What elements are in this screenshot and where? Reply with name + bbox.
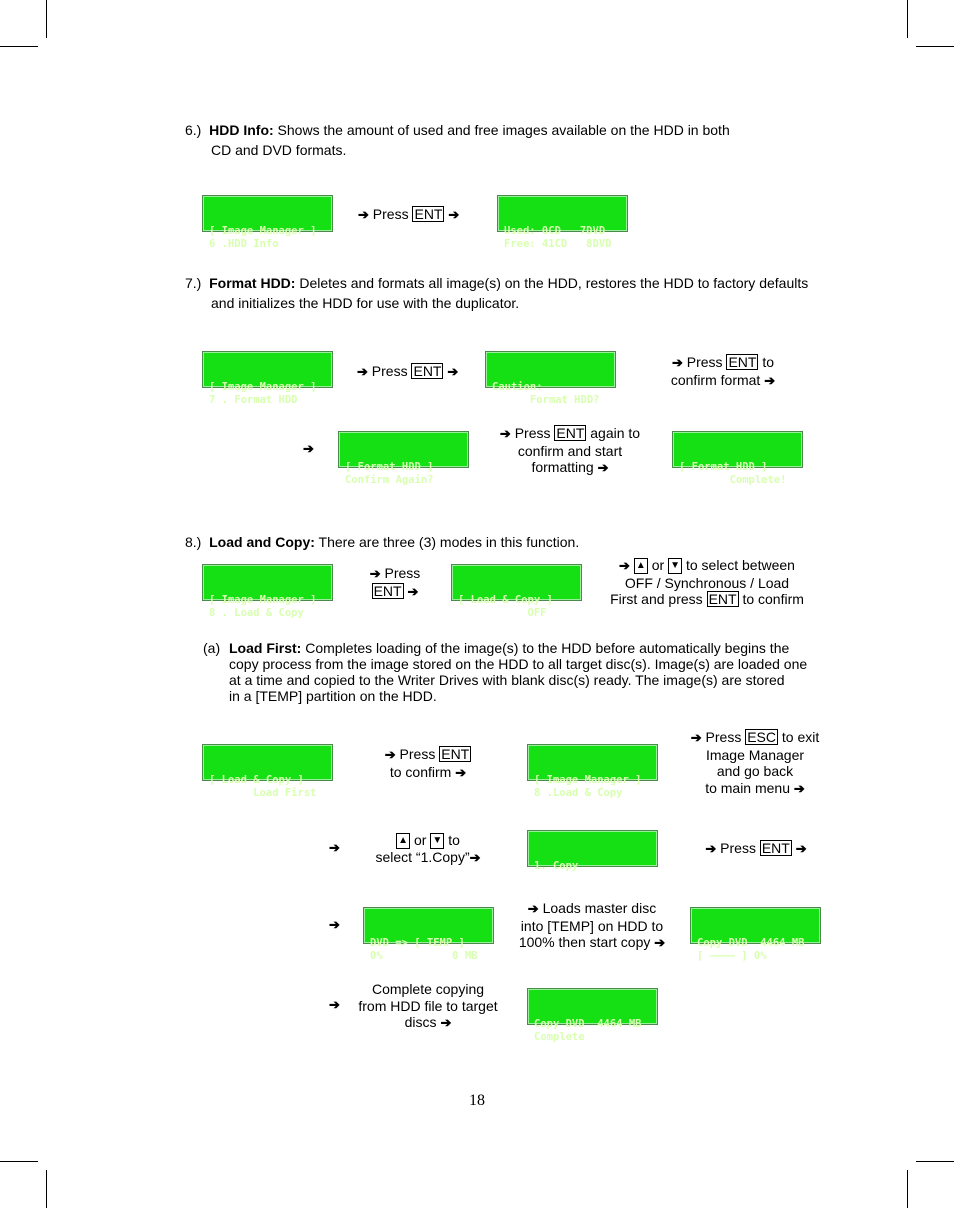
lcd-line: 7 . Format HDD <box>209 394 298 406</box>
instruction-step <box>652 354 794 389</box>
right-arrow-icon: ➔ <box>793 780 805 796</box>
lcd-screen <box>527 830 658 872</box>
instruction-step <box>492 425 648 477</box>
step-text: to confirm <box>742 591 804 607</box>
lcd-line: [ Format HDD ] <box>345 461 434 473</box>
right-arrow-icon: ➔ <box>455 764 467 780</box>
lcd-line: Load First <box>209 787 317 799</box>
instruction-step <box>362 832 494 867</box>
step-text: from HDD file to target <box>358 997 498 1014</box>
lcd-screen <box>485 351 616 406</box>
instruction-step <box>358 206 459 224</box>
crop-mark <box>0 46 38 47</box>
press-label: Press <box>384 565 421 581</box>
step-text: confirm format <box>670 371 761 388</box>
right-arrow-icon: ➔ <box>357 364 368 379</box>
lcd-line: 8 .Load & Copy <box>534 787 623 799</box>
lcd-line: Used: 0CD 7DVD <box>504 225 606 237</box>
lcd-screen <box>497 195 628 250</box>
load-first-text-line2: copy process from the image stored on the HDD to all target disc(s). Image(s) are loaded one <box>229 656 808 672</box>
instruction-step <box>372 746 484 781</box>
step-text: confirm and start <box>517 442 623 459</box>
lcd-screen <box>202 564 333 619</box>
ent-key: ENT <box>413 363 442 379</box>
right-arrow-icon: ➔ <box>654 935 666 950</box>
lcd-line: Free: 41CD 8DVD <box>504 238 612 250</box>
section-title: Load and Copy: <box>209 534 315 550</box>
up-arrow-key-icon: ▲ <box>634 558 648 574</box>
lcd-screen <box>363 907 494 962</box>
right-arrow-icon: ➔ <box>303 441 314 456</box>
section-7-text-line2: and initializes the HDD for use with the duplicator. <box>211 295 520 311</box>
esc-key: ESC <box>747 729 777 745</box>
lcd-line: Caution: <box>492 381 543 393</box>
lcd-line: [ Image Manager ] <box>209 225 317 237</box>
section-title: HDD Info: <box>209 122 274 138</box>
section-6-text <box>185 120 730 140</box>
lcd-screen <box>672 431 803 486</box>
right-arrow-icon: ➔ <box>329 840 340 855</box>
right-arrow-icon: ➔ <box>764 372 776 388</box>
load-first-text-line4: in a [TEMP] partition on the HDD. <box>229 688 437 704</box>
down-arrow-key-icon: ▼ <box>430 833 444 849</box>
press-label: Press <box>686 354 723 370</box>
right-arrow-icon: ➔ <box>795 841 807 856</box>
section-number: 6.) <box>185 122 202 138</box>
instruction-step <box>357 363 458 381</box>
press-label: Press <box>720 840 756 856</box>
lcd-line: OFF <box>458 607 547 619</box>
crop-mark <box>46 1170 47 1208</box>
lcd-line: Format HDD? <box>492 394 600 406</box>
section-title: Load First: <box>229 640 302 656</box>
right-arrow-icon: ➔ <box>619 558 630 573</box>
step-text: OFF / Synchronous / Load <box>624 574 790 591</box>
step-text: Image Manager <box>705 746 805 763</box>
section-7-text <box>185 273 808 293</box>
lcd-line: [ ———— ] 0% <box>697 950 767 962</box>
section-description: Shows the amount of used and free images available on the HDD in both <box>273 122 730 138</box>
crop-mark <box>0 1161 38 1162</box>
lcd-line: DVD => [ TEMP ] <box>370 937 465 949</box>
press-label: Press <box>371 363 408 379</box>
lcd-screen <box>527 744 658 799</box>
lcd-line: 8 . Load & Copy <box>209 607 304 619</box>
lcd-line: Confirm Again? <box>345 474 434 486</box>
load-first-text <box>229 640 789 656</box>
instruction-step <box>510 900 674 952</box>
right-arrow-icon: ➔ <box>690 730 702 745</box>
step-text: discs <box>404 1014 437 1030</box>
lcd-line: 0% 0 MB <box>370 950 478 962</box>
instruction-step <box>364 565 426 600</box>
press-label: Press <box>705 729 742 745</box>
step-text: to <box>448 832 460 848</box>
right-arrow-icon: ➔ <box>705 841 717 856</box>
press-label: Press <box>372 206 409 222</box>
lcd-line: [ Image Manager ] <box>209 381 317 393</box>
step-text: again to <box>590 425 641 441</box>
lcd-screen <box>202 351 333 406</box>
ent-key: ENT <box>414 206 443 222</box>
lcd-line: [ Load & Copy ] <box>458 594 553 606</box>
page-number: 18 <box>469 1092 485 1109</box>
lcd-line: 1. Copy <box>534 860 579 872</box>
ent-key: ENT <box>761 840 790 856</box>
instruction-step <box>600 557 814 608</box>
lcd-screen <box>690 907 821 962</box>
press-label: Press <box>399 746 436 762</box>
lcd-screen <box>451 564 582 619</box>
right-arrow-icon: ➔ <box>597 460 609 475</box>
instruction-step <box>696 840 816 858</box>
step-text: 100% then start copy <box>518 934 651 950</box>
instruction-step <box>352 981 504 1032</box>
lcd-line: [ Image Manager ] <box>534 774 642 786</box>
crop-mark <box>916 46 954 47</box>
instruction-step <box>680 729 830 797</box>
lcd-line: Complete <box>534 1031 585 1043</box>
right-arrow-icon: ➔ <box>671 355 683 370</box>
ent-key: ENT <box>708 591 737 607</box>
section-8-text <box>185 532 579 552</box>
ent-key: ENT <box>373 582 402 599</box>
step-text: to confirm <box>389 763 452 780</box>
right-arrow-icon: ➔ <box>447 364 459 379</box>
step-text: or <box>651 557 665 573</box>
section-description: There are three (3) modes in this function. <box>314 534 580 550</box>
right-arrow-icon: ➔ <box>384 747 396 762</box>
step-text: to main menu <box>705 779 791 796</box>
lcd-screen <box>202 195 333 250</box>
right-arrow-icon: ➔ <box>499 426 511 441</box>
ent-key: ENT <box>728 354 757 370</box>
lcd-line: Copy DVD 4464 MB <box>534 1018 642 1030</box>
step-text: or <box>413 832 427 848</box>
ent-key: ENT <box>556 425 585 441</box>
step-text: to select between <box>685 557 795 573</box>
right-arrow-icon: ➔ <box>407 583 419 599</box>
up-arrow-key-icon: ▲ <box>396 833 410 849</box>
lcd-screen <box>338 431 469 486</box>
lcd-screen <box>202 744 333 799</box>
lcd-line: [ Image Manager ] <box>209 594 317 606</box>
ent-key: ENT <box>441 746 470 762</box>
right-arrow-icon: ➔ <box>448 207 460 222</box>
step-text: Complete copying <box>371 981 485 997</box>
right-arrow-icon: ➔ <box>329 917 340 932</box>
section-number: 8.) <box>185 534 202 550</box>
down-arrow-key-icon: ▼ <box>668 558 682 574</box>
step-text: Loads master disc <box>542 900 657 916</box>
crop-mark <box>907 0 908 38</box>
section-description: Completes loading of the image(s) to the HDD before automatically begins the <box>301 640 790 656</box>
load-first-text-line3: at a time and copied to the Writer Drives with blank disc(s) ready. The image(s) are stored <box>229 672 785 688</box>
lcd-screen <box>527 988 658 1043</box>
crop-mark <box>916 1161 954 1162</box>
step-text: First and press <box>610 591 703 607</box>
lcd-line: Complete! <box>679 474 787 486</box>
right-arrow-icon: ➔ <box>358 207 369 222</box>
crop-mark <box>907 1170 908 1208</box>
load-first-label: (a) <box>203 640 221 656</box>
right-arrow-icon: ➔ <box>469 850 481 866</box>
lcd-line: Copy DVD 4464 MB <box>697 937 805 949</box>
step-text: to exit <box>781 729 820 745</box>
right-arrow-icon: ➔ <box>329 997 340 1012</box>
lcd-line: 6 .HDD Info <box>209 238 279 250</box>
press-label: Press <box>514 425 551 441</box>
right-arrow-icon: ➔ <box>440 1015 452 1030</box>
step-text: to <box>762 354 775 370</box>
section-number: 7.) <box>185 275 202 291</box>
step-text: formatting <box>531 459 594 475</box>
lcd-line: [ Load & Copy ] <box>209 774 304 786</box>
step-text: select “1.Copy” <box>375 849 470 866</box>
step-text: and go back <box>716 763 794 779</box>
lcd-line: [ Format HDD ] <box>679 461 768 473</box>
section-title: Format HDD: <box>209 275 296 291</box>
crop-mark <box>46 0 47 38</box>
right-arrow-icon: ➔ <box>527 901 539 916</box>
section-6-text-line2: CD and DVD formats. <box>211 142 347 158</box>
section-description: Deletes and formats all image(s) on the HDD, restores the HDD to factory defaults <box>295 275 809 291</box>
right-arrow-icon: ➔ <box>369 566 381 581</box>
step-text: into [TEMP] on HDD to <box>520 917 664 934</box>
